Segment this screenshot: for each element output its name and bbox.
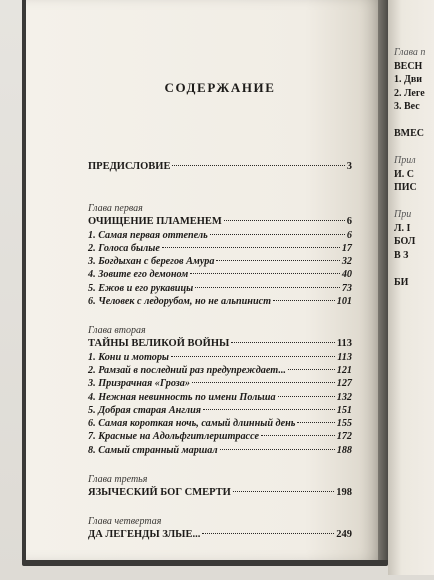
- toc-chapter-title[interactable]: [88, 486, 352, 499]
- right-page-line: Глава п: [394, 47, 426, 58]
- table-of-contents: [88, 80, 352, 542]
- entry-page: 6: [346, 229, 352, 241]
- toc-entry[interactable]: [88, 377, 352, 390]
- toc-entry[interactable]: [88, 255, 352, 268]
- leader-dots: [220, 449, 335, 450]
- chapter-label: Глава третья: [88, 474, 148, 486]
- right-page-line: И. С: [394, 168, 414, 180]
- right-page-line: ВЕСН: [394, 60, 423, 72]
- leader-dots: [202, 533, 334, 534]
- right-page-line: [394, 114, 434, 128]
- entry-page: 17: [341, 242, 352, 254]
- left-page: [26, 0, 384, 560]
- entry-text: 5. Добрая старая Англия: [88, 404, 202, 416]
- toc-entry[interactable]: [88, 391, 352, 404]
- leader-dots: [261, 435, 335, 436]
- entry-text: 8. Самый странный маршал: [88, 444, 218, 456]
- entry-text: 3. Богдыхан с берегов Амура: [88, 256, 215, 268]
- leader-dots: [210, 234, 345, 235]
- entry-text: 1. Кони и моторы: [88, 351, 170, 363]
- right-page-line: БОЛ: [394, 236, 416, 247]
- right-page-text: [394, 46, 434, 289]
- chapter-label: Глава четвертая: [88, 516, 162, 528]
- toc-entry[interactable]: [88, 404, 352, 417]
- leader-dots: [172, 165, 344, 166]
- toc-entry[interactable]: [88, 444, 352, 457]
- right-page-line: В З: [394, 249, 409, 261]
- entry-page: 101: [336, 296, 352, 308]
- right-page-line: ПИС: [394, 182, 417, 193]
- chapter-label: Глава первая: [88, 203, 143, 215]
- right-page-line: 2. Леге: [394, 87, 425, 99]
- toc-entry[interactable]: [88, 430, 352, 443]
- leader-dots: [203, 409, 335, 410]
- leader-dots: [192, 382, 335, 383]
- right-page-line: Л. I: [394, 222, 411, 234]
- entry-page: 6: [346, 216, 352, 228]
- entry-page: 172: [336, 431, 352, 443]
- entry-page: 188: [336, 444, 352, 456]
- right-page-line: 1. Дви: [394, 74, 423, 85]
- entry-page: 3: [346, 161, 352, 172]
- entry-text: ОЧИЩЕНИЕ ПЛАМЕНЕМ: [88, 216, 222, 228]
- entry-text: 6. Человек с ледорубом, но не альпинист: [88, 296, 272, 308]
- entry-text: 6. Самая короткая ночь, самый длинный день: [88, 418, 296, 430]
- entry-text: 3. Призрачная «Гроза»: [88, 378, 190, 390]
- right-page-line: [394, 262, 434, 276]
- toc-entry[interactable]: [88, 417, 352, 430]
- entry-text: 2. Голоса былые: [88, 242, 160, 254]
- toc-chapter-title[interactable]: [88, 337, 352, 350]
- leader-dots: [224, 220, 345, 221]
- leader-dots: [273, 300, 335, 301]
- right-page-line: ВМЕС: [394, 128, 424, 139]
- leader-dots: [195, 287, 340, 288]
- toc-entry-preface[interactable]: [88, 160, 352, 173]
- entry-page: 40: [341, 269, 352, 281]
- entry-text: 1. Самая первая оттепель: [88, 229, 208, 241]
- leader-dots: [297, 422, 334, 423]
- leader-dots: [190, 273, 340, 274]
- toc-title: СОДЕРЖАНИЕ: [164, 80, 276, 95]
- right-page-line: Прил: [394, 155, 416, 166]
- entry-text: 4. Нежная невинность по имени Польша: [88, 391, 276, 403]
- leader-dots: [162, 247, 340, 248]
- entry-text: 7. Красные на Адольфгитлерштрассе: [88, 431, 259, 443]
- entry-text: 5. Ежов и его рукавицы: [88, 282, 194, 294]
- toc-chapter-title[interactable]: [88, 528, 352, 541]
- book-gutter: [378, 0, 388, 560]
- entry-page: 127: [336, 378, 352, 390]
- entry-text: ДА ЛЕГЕНДЫ ЗЛЫЕ...: [88, 529, 201, 541]
- entry-text: ТАЙНЫ ВЕЛИКОЙ ВОЙНЫ: [88, 338, 230, 350]
- toc-chapter-title[interactable]: [88, 215, 352, 228]
- entry-page: 249: [336, 529, 352, 541]
- entry-page: 113: [336, 338, 352, 350]
- toc-entry[interactable]: [88, 282, 352, 295]
- leader-dots: [233, 491, 334, 492]
- entry-page: 32: [341, 256, 352, 268]
- right-page-line: При: [394, 209, 412, 220]
- open-book: [14, 0, 434, 580]
- entry-page: 132: [336, 391, 352, 403]
- right-page-line: [394, 141, 434, 155]
- right-page-line: 3. Вес: [394, 101, 420, 112]
- leader-dots: [171, 356, 335, 357]
- chapter-label: Глава вторая: [88, 325, 146, 337]
- toc-entry[interactable]: [88, 295, 352, 308]
- leader-dots: [216, 260, 339, 261]
- leader-dots: [231, 342, 335, 343]
- right-page-line: [394, 195, 434, 209]
- entry-page: 151: [336, 404, 352, 416]
- entry-page: 155: [336, 418, 352, 430]
- toc-entry[interactable]: [88, 242, 352, 255]
- toc-entry[interactable]: [88, 268, 352, 281]
- toc-entry[interactable]: [88, 229, 352, 242]
- entry-text: 2. Рамзай в последний раз предупреждает...: [88, 364, 286, 376]
- entry-page: 113: [337, 351, 352, 363]
- entry-text: ПРЕДИСЛОВИЕ: [88, 161, 171, 172]
- leader-dots: [288, 369, 335, 370]
- entry-page: 198: [336, 487, 352, 499]
- entry-text: 4. Зовите его демоном: [88, 269, 189, 281]
- leader-dots: [278, 396, 335, 397]
- entry-text: ЯЗЫЧЕСКИЙ БОГ СМЕРТИ: [88, 487, 231, 499]
- right-page: [388, 0, 434, 575]
- entry-page: 73: [341, 282, 352, 294]
- toc-entry[interactable]: [88, 351, 352, 364]
- right-page-line: БИ: [394, 276, 409, 288]
- toc-entry[interactable]: [88, 364, 352, 377]
- entry-page: 121: [336, 364, 352, 376]
